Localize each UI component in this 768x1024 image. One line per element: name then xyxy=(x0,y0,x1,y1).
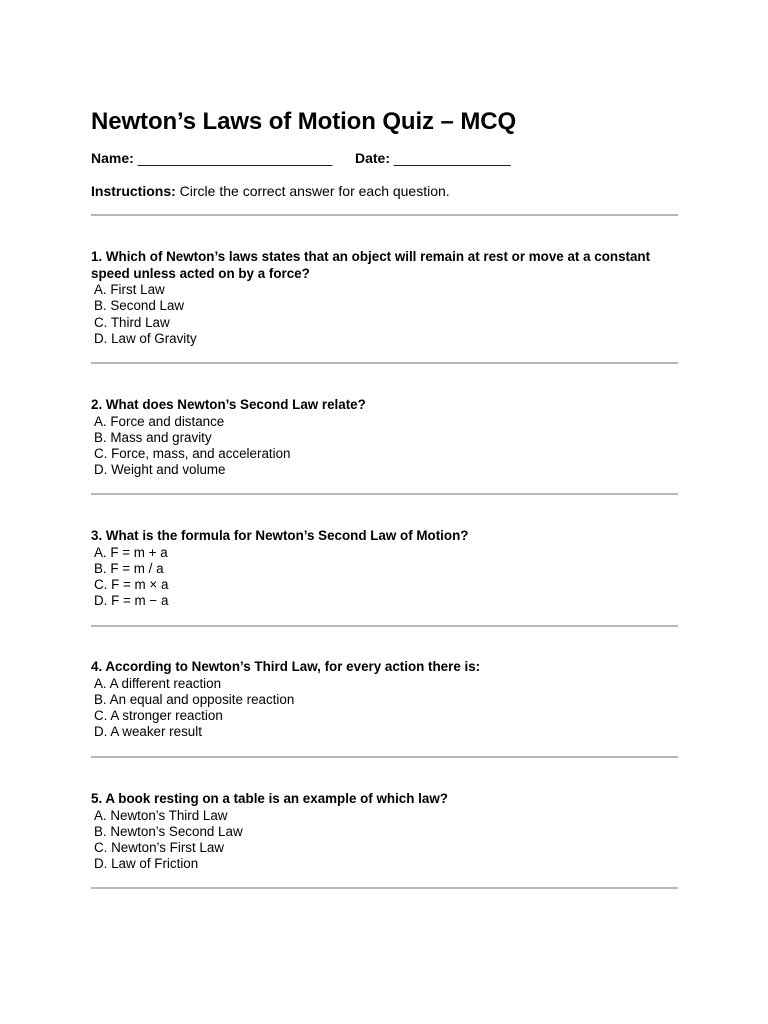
divider-2 xyxy=(91,493,678,495)
option-c: C. Third Law xyxy=(94,314,170,330)
option-c: C. Force, mass, and acceleration xyxy=(94,446,291,462)
question-text: 4. According to Newton’s Third Law, for every action there is: xyxy=(91,659,481,674)
question-text: 1. Which of Newton’s laws states that an object will remain at rest or move at a constant speed unless acted on by a force? xyxy=(91,249,651,281)
question-text: 3. What is the formula for Newton’s Second Law of Motion? xyxy=(91,528,469,543)
option-b: B. Second Law xyxy=(94,298,185,314)
option-a: A. Newton’s Third Law xyxy=(94,807,228,823)
option-b: B. Mass and gravity xyxy=(94,429,212,445)
option-c: C. Newton’s First Law xyxy=(94,840,224,856)
instructions xyxy=(91,183,450,199)
date-label: Date: xyxy=(355,150,391,166)
option-a: A. Force and distance xyxy=(94,413,225,429)
question-5 xyxy=(91,791,678,873)
options-list xyxy=(91,676,678,741)
option-d: D. A weaker result xyxy=(94,724,202,740)
divider-3 xyxy=(91,625,678,627)
option-b: B. F = m / a xyxy=(94,560,164,576)
instructions-text: Circle the correct answer for each question. xyxy=(175,183,450,199)
option-a: A. A different reaction xyxy=(94,675,222,691)
divider-5 xyxy=(91,887,678,889)
options-list xyxy=(91,282,678,347)
instructions-label: Instructions: xyxy=(91,183,176,199)
name-blank: _________________________ xyxy=(137,150,333,166)
options-list xyxy=(91,808,678,873)
date-group xyxy=(355,150,511,166)
options-list xyxy=(91,414,678,479)
name-label: Name: xyxy=(91,150,134,166)
question-text: 5. A book resting on a table is an example of which law? xyxy=(91,791,448,806)
name-date-row xyxy=(91,150,511,166)
option-a: A. First Law xyxy=(94,282,165,297)
date-blank: _______________ xyxy=(393,150,511,166)
question-2 xyxy=(91,397,678,479)
option-c: C. F = m × a xyxy=(94,577,169,593)
question-1 xyxy=(91,249,678,347)
question-4 xyxy=(91,659,678,741)
divider-top xyxy=(91,214,678,216)
option-d: D. Law of Gravity xyxy=(94,330,197,346)
option-d: D. Weight and volume xyxy=(94,462,226,478)
question-text: 2. What does Newton’s Second Law relate? xyxy=(91,397,366,412)
option-b: B. Newton’s Second Law xyxy=(94,823,243,839)
option-d: D. Law of Friction xyxy=(94,856,199,872)
options-list xyxy=(91,545,678,610)
option-b: B. An equal and opposite reaction xyxy=(94,691,295,707)
question-3 xyxy=(91,528,678,610)
page-title: Newton’s Laws of Motion Quiz – MCQ xyxy=(91,108,517,135)
option-c: C. A stronger reaction xyxy=(94,708,223,724)
option-d: D. F = m − a xyxy=(94,593,169,609)
divider-4 xyxy=(91,756,678,758)
divider-1 xyxy=(91,362,678,364)
option-a: A. F = m + a xyxy=(94,544,168,560)
